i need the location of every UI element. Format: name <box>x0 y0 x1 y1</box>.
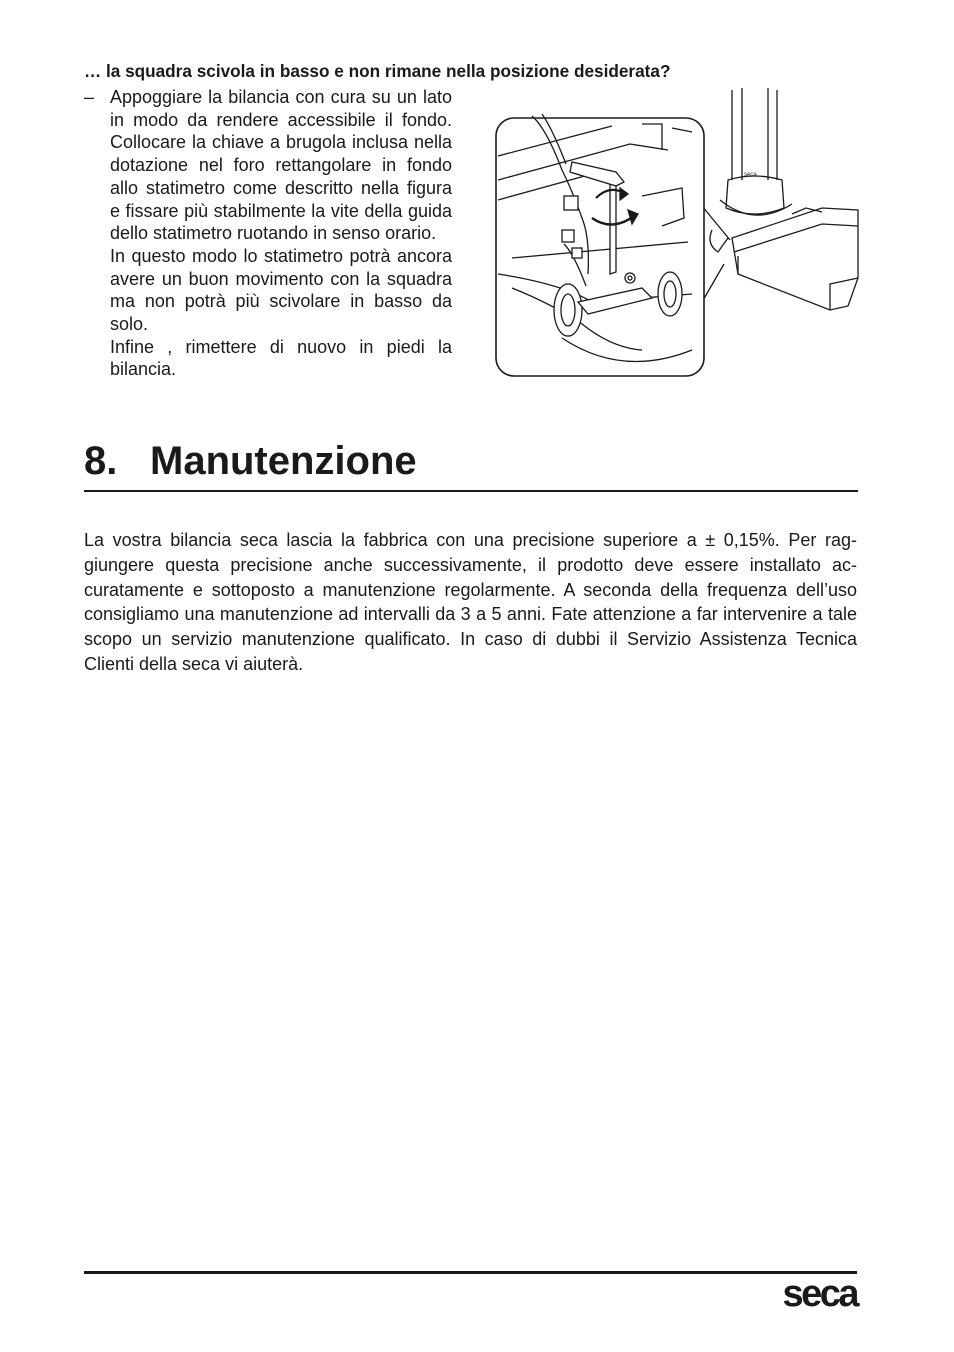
scale-platform <box>732 208 858 310</box>
footer-rule <box>84 1271 857 1274</box>
callout-line <box>702 206 730 302</box>
wheel-right <box>658 272 682 316</box>
section-title-text: Manutenzione <box>150 439 417 483</box>
maintenance-paragraph: La vostra bilancia seca lascia la fabbrica con una precisione superiore a ± 0,15%. Per raggiungere questa precisione anche successivamente, il prodotto deve essere installato accuratamente e sottoposto a manutenzione regolarmente. A seconda della frequenza dell’uso consigliamo una manutenzione ad intervalli da 3 a 5 anni. Fate attenzione a far intervenire a tale scopo un servizio manutenzione qualificato. In caso di dubbi il Servizio Assistenza Tecnica Clienti della seca vi aiuterà. <box>84 530 857 674</box>
instruction-step <box>84 86 452 381</box>
column-outline <box>732 88 777 180</box>
instruction-paragraph-3: Infine , rimettere di nuovo in piedi la bilancia. <box>110 336 452 380</box>
column-label: seca <box>744 172 757 178</box>
instruction-paragraph-2: In questo modo lo statimetro potrà ancora avere un buon movimento con la squadra ma non potrà più scivolare in basso da solo. <box>110 245 452 335</box>
seca-logo: seca <box>782 1273 857 1315</box>
detail-frame <box>496 118 704 376</box>
wheel-left <box>554 284 582 336</box>
troubleshoot-question: … la squadra scivola in basso e non rimane nella posizione desiderata? <box>84 61 671 81</box>
section-number: 8. <box>84 439 118 483</box>
section-heading <box>84 436 858 492</box>
instruction-body <box>110 86 452 381</box>
instruction-paragraph-1: Appoggiare la bilancia con cura su un lato in modo da rendere accessibile il fondo. Collocare la chiave a brugola inclusa nella dotazione nel foro rettangolare in fondo allo statimetro come descritto nella figura e fissare più stabilmente la vite della guida dello statimetro ruotando in senso orario. <box>110 87 452 244</box>
bullet-dash: – <box>84 87 95 107</box>
scale-underside-illustration <box>492 88 860 380</box>
column-base <box>726 176 784 214</box>
